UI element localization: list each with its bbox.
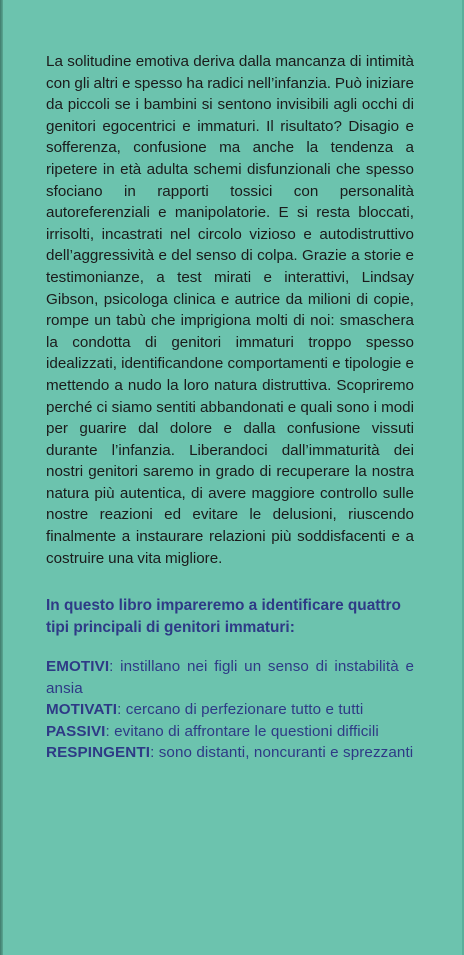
type-description: : evitano di affrontare le questioni difficili [105,722,379,740]
type-name: MOTIVATI [46,701,118,719]
parent-type-motivati [46,699,414,720]
page-left-edge [0,0,3,955]
type-name: EMOTIVI [46,658,110,676]
parent-type-emotivi [46,656,414,699]
type-description: : cercano di perfezionare tutto e tutti [117,701,364,719]
type-name: PASSIVI [46,722,106,740]
description-paragraph: La solitudine emotiva deriva dalla mancanza di intimità con gli altri e spesso ha radici nell’infanzia. Può iniziare da piccoli se i bambini si sentono invisibili agli occhi di genitori egocentrici e immaturi. Il risultato? Disagio e sofferenza, confusione ma anche la tendenza a ripetere in età adulta schemi disfunzionali che spesso sfociano in rapporti tossici con personalità autoreferenziali e manipolatorie. E si resta bloccati, irrisolti, incastrati nel circolo vizioso e autodistruttivo dell’aggressività e del senso di colpa. Grazie a storie e testimonianze, a test mirati e interattivi, Lindsay Gibson, psicologa clinica e autrice da milioni di copie, rompe un tabù che imprigiona molti di noi: smaschera la condotta di genitori immaturi troppo spesso idealizzati, identificandone comportamenti e tipologie e mettendo a nudo la loro natura distruttiva. Scopriremo perché ci siamo sentiti abbandonati e quali sono i modi per guarire dal dolore e dalla confusione vissuti durante l’infanzia. Liberandoci dall’immaturità dei nostri genitori saremo in grado di recuperare la nostra natura più autentica, di avere maggiore controllo sulle nostre reazioni ed evitare le delusioni, riuscendo finalmente a instaurare relazioni più soddisfacenti e a costruire una vita migliore. [46,53,414,567]
type-description: : sono distanti, noncuranti e sprezzanti [150,744,414,762]
parent-type-passivi [46,721,414,742]
type-name: RESPINGENTI [46,744,151,762]
back-cover-text [46,51,414,763]
parent-types-list [46,656,414,763]
intro-heading: In questo libro impareremo a identificare quattro tipi principali di genitori immaturi: [46,597,401,636]
type-description: : instillano nei figli un senso di instabilità e ansia [46,658,414,697]
parent-type-respingenti [46,742,414,763]
